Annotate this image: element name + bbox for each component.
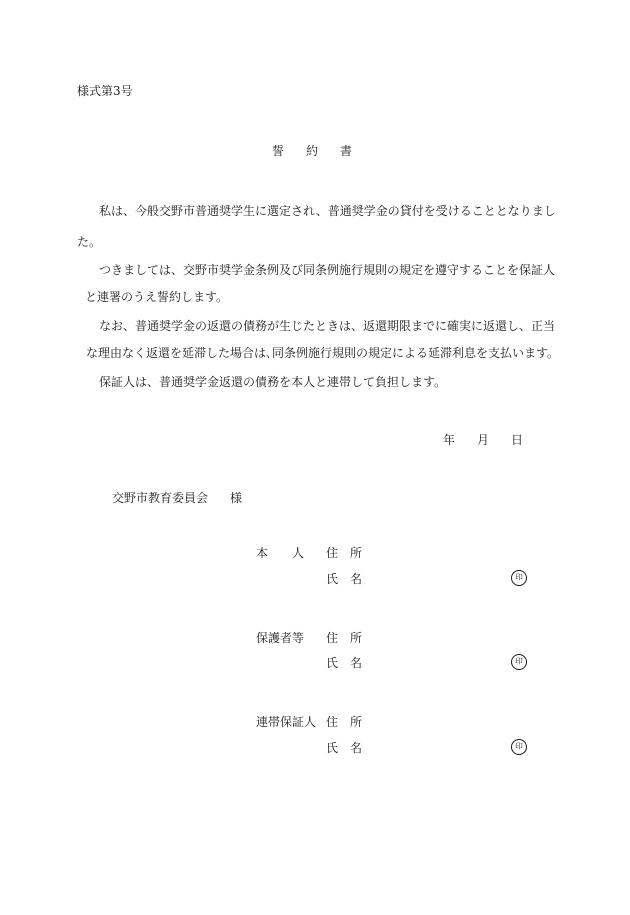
guardian-name-label: 氏 名 — [326, 656, 363, 670]
guarantor-name-label: 氏 名 — [326, 741, 363, 755]
form-number: 様式第3号 — [77, 84, 133, 98]
title-char-2: 約 — [306, 144, 319, 158]
paragraph-4-line-1: 保証人は、普通奨学金返還の債務を本人と連帯して負担します。 — [99, 375, 447, 389]
date-month: 月 — [477, 433, 490, 447]
addressee-name: 交野市教育委員会 — [112, 491, 209, 505]
title-char-3: 書 — [340, 144, 353, 158]
party-label-guardian: 保護者等 — [256, 631, 305, 645]
guarantor-seal-icon: 印 — [511, 739, 527, 755]
guardian-seal-icon: 印 — [511, 654, 527, 670]
paragraph-3-line-2: な理由なく返還を延滞した場合は､同条例施行規則の規定による延滞利息を支払います。 — [86, 346, 560, 360]
addressee-honorific: 様 — [230, 491, 243, 505]
guarantor-address-label: 住 所 — [326, 715, 363, 729]
paragraph-1-line-2: た。 — [77, 235, 102, 249]
guardian-address-label: 住 所 — [326, 631, 363, 645]
self-address-label: 住 所 — [326, 546, 363, 560]
date-day: 日 — [511, 433, 524, 447]
self-seal-icon: 印 — [511, 570, 527, 586]
self-name-label: 氏 名 — [326, 572, 363, 586]
party-label-self: 本 人 — [256, 546, 305, 560]
date-year: 年 — [443, 433, 456, 447]
paragraph-2-line-2: と連署のうえ誓約します。 — [85, 290, 229, 304]
paragraph-2-line-1: つきましては、交野市奨学金条例及び同条例施行規則の規定を遵守することを保証人 — [99, 263, 556, 277]
date-line — [443, 432, 523, 448]
paragraph-3-line-1: なお、普通奨学金の返還の債務が生じたときは、返還期限までに確実に返還し、正当 — [99, 319, 556, 333]
paragraph-1-line-1: 私は、今般交野市普通奨学生に選定され、普通奨学金の貸付を受けることとなりまし — [99, 204, 556, 218]
title-char-1: 誓 — [272, 144, 285, 158]
party-label-joint-guarantor: 連帯保証人 — [256, 715, 317, 729]
document-title — [272, 143, 352, 159]
addressee — [112, 490, 242, 506]
